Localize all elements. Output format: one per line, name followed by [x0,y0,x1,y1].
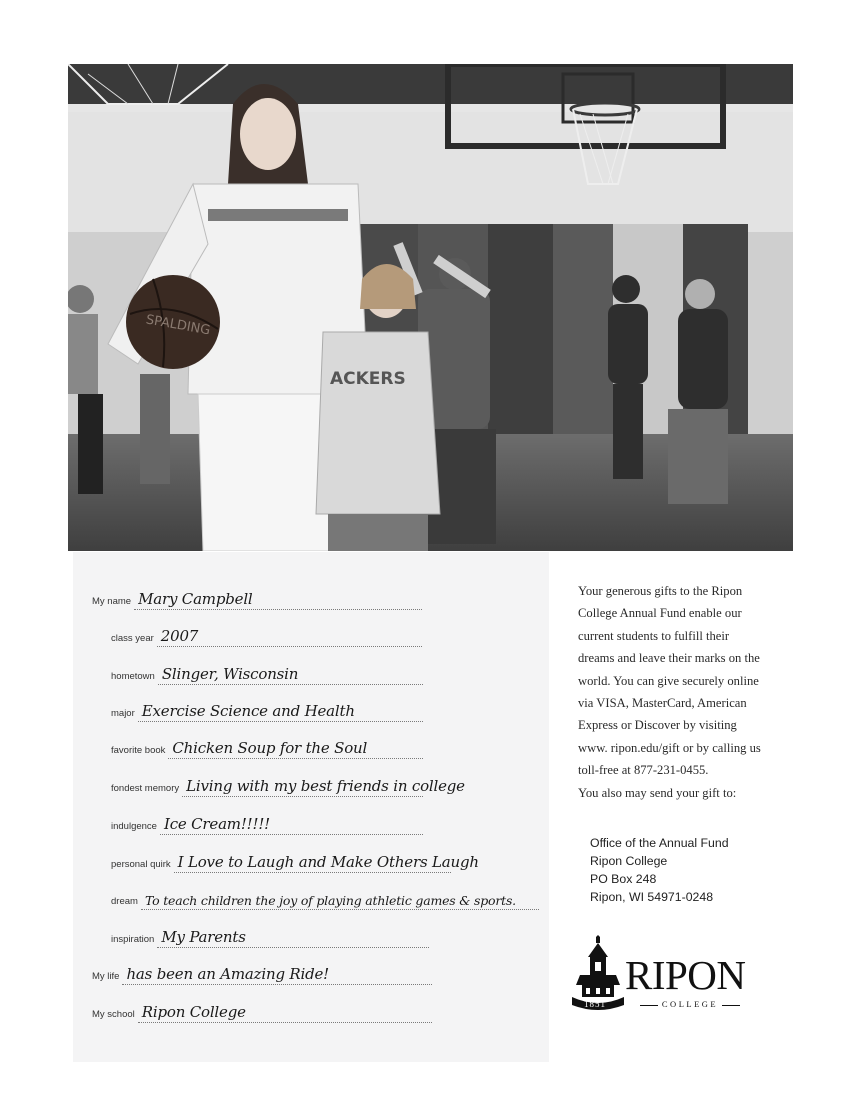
field-value: My Parents [161,928,246,946]
field-label: class year [111,633,154,644]
logo-wordmark: RIPON [625,952,746,998]
address-line: Ripon, WI 54971-0248 [590,890,714,904]
field-fondest-memory [111,767,465,797]
send-line: You also may send your gift to: [578,785,737,800]
field-label: My name [92,596,132,607]
field-dream [111,880,539,910]
field-label: personal quirk [111,859,171,870]
field-indulgence [111,805,423,835]
field-value: Slinger, Wisconsin [161,665,299,683]
jersey-text: ACKERS [330,369,406,389]
field-value: has been an Amazing Ride! [126,965,330,983]
field-my-name [92,580,422,610]
address-line: Ripon College [590,854,668,868]
gym-photo [68,64,793,551]
field-value: Ripon College [141,1003,246,1021]
field-value: Ice Cream!!!!! [163,815,270,833]
ripon-college-logo [570,935,760,1015]
field-value: Living with my best friends in college [186,777,465,795]
address-line: Office of the Annual Fund [590,836,729,850]
field-value: I Love to Laugh and Make Others Laugh [177,853,479,871]
field-value: Chicken Soup for the Soul [172,739,368,757]
field-hometown [111,655,423,685]
giving-info [578,580,768,804]
address-line: PO Box 248 [590,872,657,886]
field-label: fondest memory [111,783,180,794]
field-class-year [111,617,422,647]
field-major [111,692,423,722]
field-value: To teach children the joy of playing athletic games & sports. [144,893,516,908]
field-label: hometown [111,671,155,682]
mailing-address [590,834,790,906]
giving-body: Your generous gifts to the Ripon College Annual Fund enable our current students to fulfill their dreams and leave their marks on the world. You can give securely online via VISA, MasterCard, American Express or Discover by visiting www. ripon.edu/gift or by calling us toll-free at 877-231-0455. [578,584,761,778]
field-label: inspiration [111,934,155,945]
logo-year: 1851 [584,999,606,1009]
field-favorite-book [111,729,423,759]
field-label: dream [111,896,138,907]
field-label: My life [92,971,120,982]
logo-subtitle: COLLEGE [630,999,750,1009]
field-inspiration [111,918,429,948]
bell-tower-icon [570,935,626,1011]
field-my-school [92,993,432,1023]
field-value: Exercise Science and Health [141,702,355,720]
field-my-life [92,955,432,985]
gym-scene-illustration [68,64,793,551]
field-value: 2007 [160,627,199,645]
field-label: major [111,708,135,719]
field-label: favorite book [111,745,166,756]
ball-text: SPALDING [144,312,212,339]
field-personal-quirk [111,843,479,873]
field-label: My school [92,1009,135,1020]
field-label: indulgence [111,821,157,832]
field-value: Mary Campbell [138,590,253,608]
